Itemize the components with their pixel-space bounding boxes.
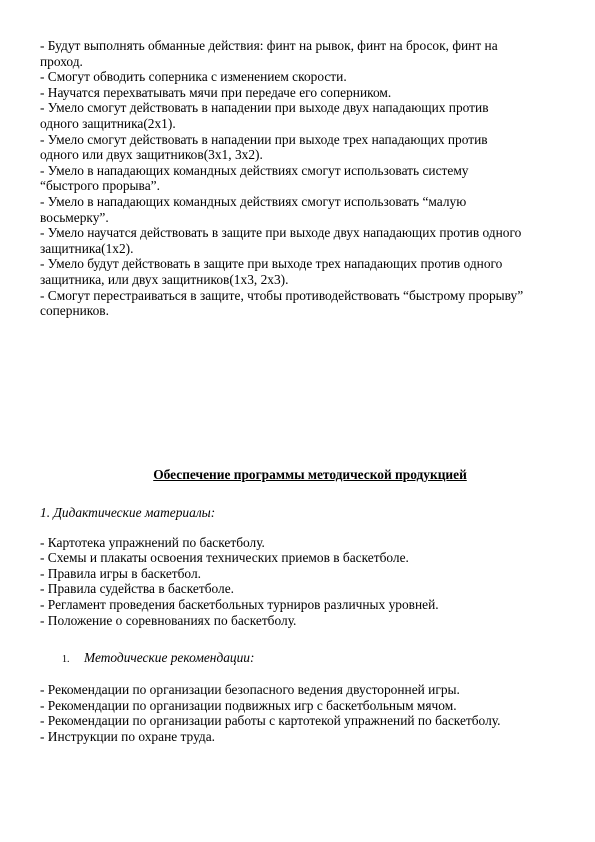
section-title: Обеспечение программы методической продукцией — [153, 466, 467, 482]
list-item: - Рекомендации по организации безопасного ведения двусторонней игры. — [40, 682, 460, 698]
list-line: соперников. — [40, 303, 109, 319]
methodical-heading — [40, 650, 560, 668]
list-item: - Регламент проведения баскетбольных турниров различных уровней. — [40, 597, 439, 613]
list-line: - Умело в нападающих командных действиях смогут использовать “малую — [40, 193, 467, 209]
didactic-heading: 1. Дидактические материалы: — [40, 504, 216, 520]
outcomes-list — [40, 38, 560, 319]
list-line: - Умело будут действовать в защите при выходе трех нападающих против одного — [40, 256, 503, 272]
list-item: - Инструкции по охране труда. — [40, 729, 216, 745]
list-line: - Научатся перехватывать мячи при передаче его соперником. — [40, 84, 392, 100]
list-line: проход. — [40, 53, 83, 69]
list-item: - Схемы и плакаты освоения технических приемов в баскетболе. — [40, 550, 409, 566]
list-line: - Смогут перестраиваться в защите, чтобы противодействовать “быстрому прорыву” — [40, 287, 524, 303]
list-item: - Рекомендации по организации подвижных игр с баскетбольным мячом. — [40, 697, 457, 713]
didactic-list — [40, 535, 560, 629]
methodical-list — [40, 682, 560, 744]
heading-text: Методические рекомендации: — [84, 650, 255, 666]
list-item: - Картотека упражнений по баскетболу. — [40, 534, 265, 550]
spacer — [40, 521, 560, 535]
list-item: - Правила судейства в баскетболе. — [40, 581, 234, 597]
list-line: - Умело смогут действовать в нападении при выходе двух нападающих против — [40, 100, 489, 116]
list-item: - Положение о соревнованиях по баскетболу. — [40, 612, 297, 628]
list-line: защитника, или двух защитников(1х3, 2х3). — [40, 271, 289, 287]
heading-number: 1. — [62, 654, 70, 666]
list-line: защитника(1х2). — [40, 240, 134, 256]
document-page — [40, 38, 560, 745]
spacer — [40, 319, 560, 467]
list-line: - Будут выполнять обманные действия: финт на рывок, финт на бросок, финт на — [40, 38, 498, 53]
list-line: - Умело в нападающих командных действиях смогут использовать систему — [40, 162, 469, 178]
list-item: - Рекомендации по организации работы с картотекой упражнений по баскетболу. — [40, 713, 501, 729]
list-line: - Умело научатся действовать в защите при выходе двух нападающих против одного — [40, 225, 522, 241]
spacer — [40, 483, 560, 505]
list-line: одного или двух защитников(3х1, 3х2). — [40, 147, 263, 163]
list-line: восьмерку”. — [40, 209, 109, 225]
list-line: - Смогут обводить соперника с изменением скорости. — [40, 69, 347, 85]
list-line: “быстрого прорыва”. — [40, 178, 160, 194]
list-item: - Правила игры в баскетбол. — [40, 565, 201, 581]
spacer — [40, 668, 560, 682]
spacer — [40, 628, 560, 650]
list-line: - Умело смогут действовать в нападении при выходе трех нападающих против — [40, 131, 488, 147]
list-line: одного защитника(2х1). — [40, 115, 176, 131]
